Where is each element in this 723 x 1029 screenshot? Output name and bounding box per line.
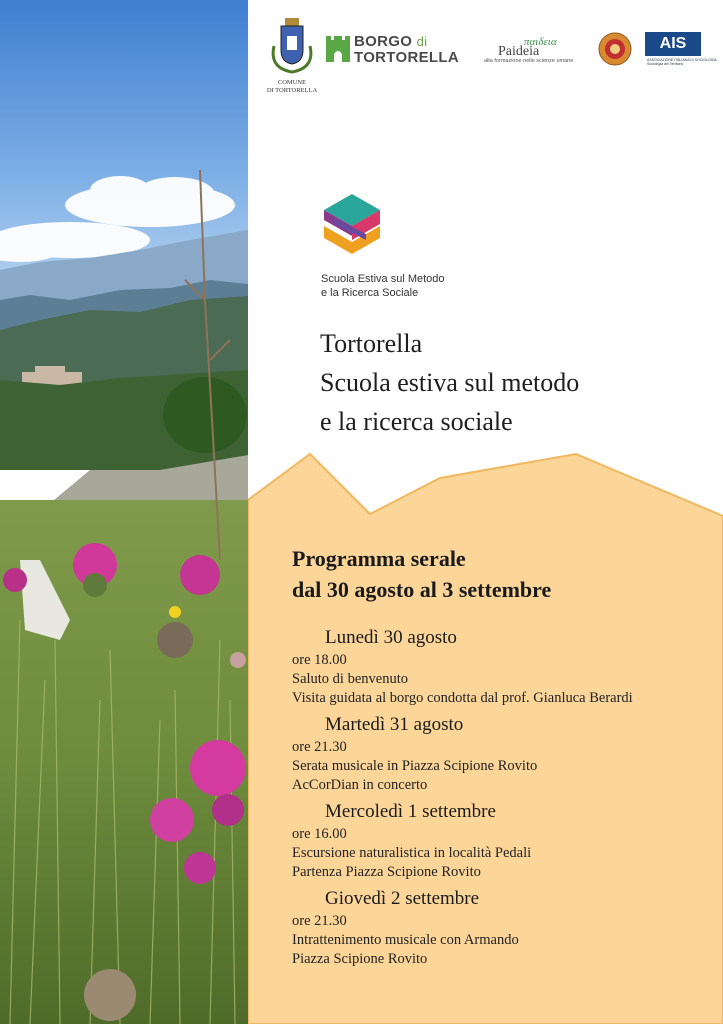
coat-of-arms-icon bbox=[269, 16, 315, 74]
event-item bbox=[292, 801, 717, 882]
paideia-subtitle: alta formazione nelle scienze umane bbox=[484, 58, 574, 64]
castle-icon bbox=[326, 36, 350, 62]
ais-subtitle-line2: Sociologia del Territorio bbox=[647, 62, 684, 66]
event-description: Partenza Piazza Scipione Rovito bbox=[292, 864, 481, 880]
event-description: Piazza Scipione Rovito bbox=[292, 951, 428, 967]
comune-caption-line2: DI TORTORELLA bbox=[266, 87, 318, 94]
university-seal-logo bbox=[598, 32, 632, 66]
borgo-logo-text bbox=[354, 34, 459, 66]
tortorella-word: TORTORELLA bbox=[354, 49, 459, 66]
summer-school-logo bbox=[320, 192, 384, 264]
ais-logo bbox=[645, 32, 717, 68]
ais-name: AIS bbox=[645, 32, 701, 56]
event-day: Mercoledì 1 settembre bbox=[325, 801, 496, 822]
hexagon-s-icon bbox=[320, 192, 384, 264]
event-description: Escursione naturalistica in località Pedali bbox=[292, 845, 532, 861]
event-time: ore 21.30 bbox=[292, 739, 347, 755]
comune-caption bbox=[262, 79, 322, 95]
comune-tortorella-logo bbox=[262, 16, 322, 95]
event-description: Saluto di benvenuto bbox=[292, 671, 408, 687]
ais-subtitle bbox=[647, 58, 717, 66]
borgo-word: BORGO bbox=[354, 33, 413, 50]
event-item bbox=[292, 627, 717, 708]
event-item bbox=[292, 714, 717, 795]
program-title: Programma serale bbox=[292, 546, 466, 571]
comune-caption-line1: COMUNE bbox=[277, 79, 307, 86]
partner-logos bbox=[248, 0, 723, 110]
event-item bbox=[292, 888, 717, 969]
title-line-2: Scuola estiva sul metodo bbox=[320, 368, 580, 397]
event-description: AcCorDian in concerto bbox=[292, 777, 428, 793]
paideia-greek-text: παιδεια bbox=[524, 36, 557, 48]
seal-icon bbox=[598, 32, 632, 66]
ais-subtitle-line1: ASSOCIAZIONE ITALIANA DI SOCIOLOGIA bbox=[647, 58, 717, 62]
school-caption bbox=[321, 272, 445, 300]
school-caption-line1: Scuola Estiva sul Metodo bbox=[321, 273, 445, 285]
landscape-photo bbox=[0, 0, 248, 1024]
event-time: ore 21.30 bbox=[292, 913, 347, 929]
event-list bbox=[292, 627, 717, 969]
borgo-di: di bbox=[416, 34, 428, 49]
event-time: ore 16.00 bbox=[292, 826, 347, 842]
event-day: Lunedì 30 agosto bbox=[325, 627, 457, 648]
paideia-logo bbox=[484, 36, 594, 70]
event-time: ore 18.00 bbox=[292, 652, 347, 668]
content-panel bbox=[248, 0, 723, 1024]
event-description: Intrattenimento musicale con Armando bbox=[292, 932, 519, 948]
paideia-name: Paideia bbox=[498, 44, 540, 59]
borgo-tortorella-logo bbox=[326, 32, 476, 68]
event-day: Martedì 31 agosto bbox=[325, 714, 464, 735]
event-description: Visita guidata al borgo condotta dal prof. Gianluca Berardi bbox=[292, 690, 633, 706]
event-description: Serata musicale in Piazza Scipione Rovito bbox=[292, 758, 538, 774]
school-caption-line2: e la Ricerca Sociale bbox=[321, 287, 419, 299]
page-title bbox=[320, 324, 579, 441]
title-line-3: e la ricerca sociale bbox=[320, 407, 513, 436]
evening-program bbox=[292, 543, 717, 975]
event-day: Giovedì 2 settembre bbox=[325, 888, 480, 909]
title-line-1: Tortorella bbox=[320, 329, 423, 358]
program-dates: dal 30 agosto al 3 settembre bbox=[292, 577, 552, 602]
